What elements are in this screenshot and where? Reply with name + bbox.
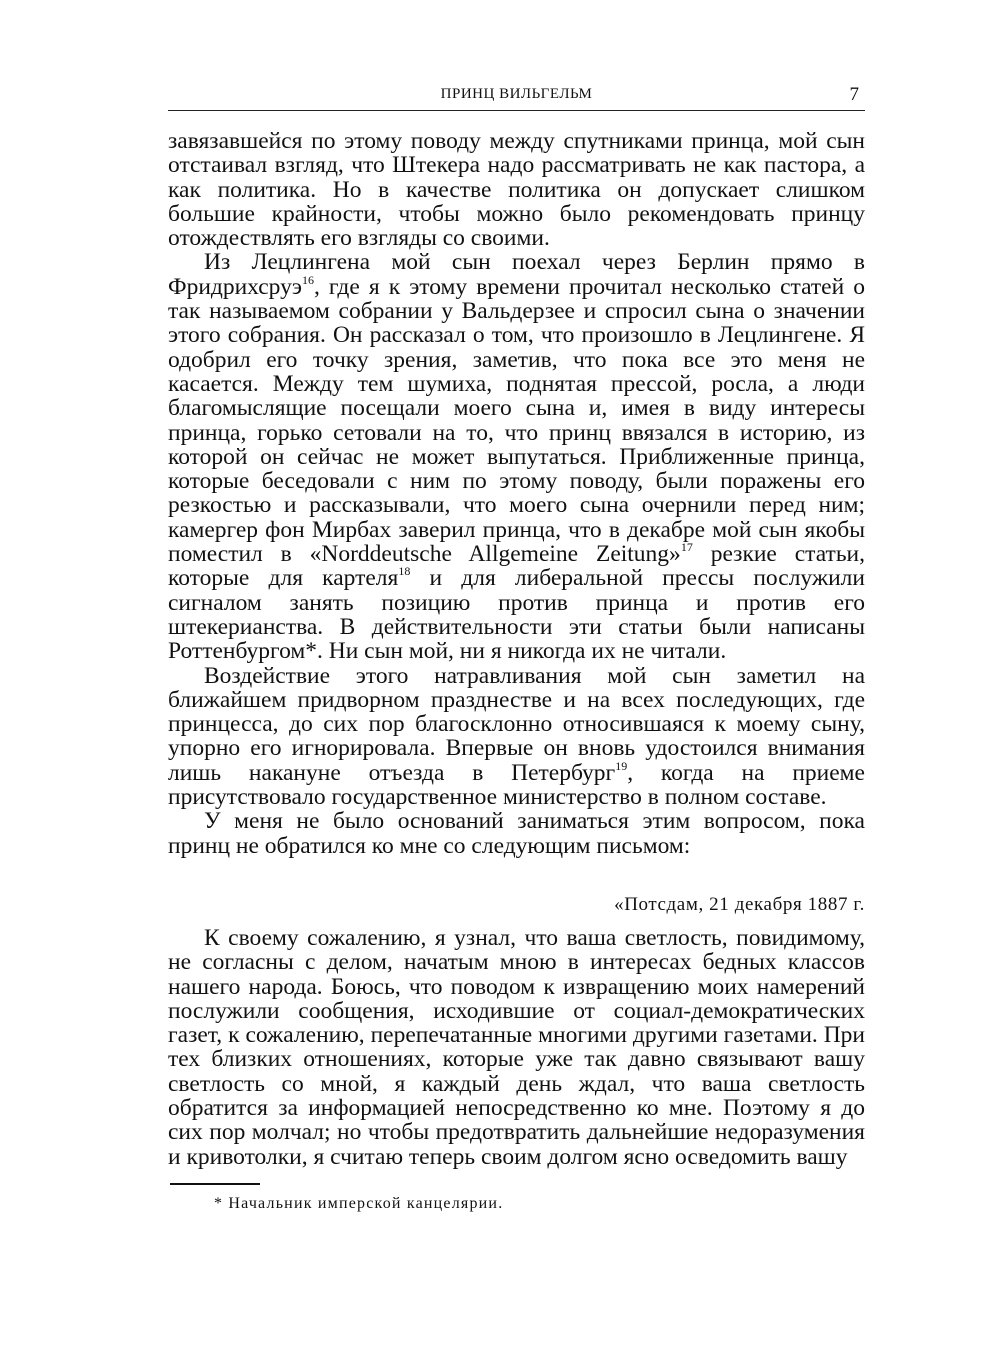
paragraph-3 [168,664,865,810]
book-page [168,82,865,1213]
footnote: * Начальник имперской канцелярии. [214,1194,504,1212]
paragraph-5-letter: К своему сожалению, я узнал, что ваша светлость, повидимому, не согласны с делом, начатым мною в интересах бедных классов нашего народа. Боюсь, что поводом к извращению моих намерений послужили сообщения, исходившие от социал-демократических газет, к сожалению, перепечатанные многими другими газетами. При тех близких отношениях, которые уже так давно связывают вашу светлость со мной, я каждый день ждал, что ваша светлость обратится за информацией непосредственно ко мне. Поэтому я до сих пор молчал; но чтобы предотвратить дальнейшие недоразумения и кривотолки, я считаю теперь своим долгом ясно осведомить вашу [168,924,865,1170]
footnote-ref-17: 17 [680,540,693,555]
paragraph-3-part-b: , когда на приеме присутствовало государственное министерство в полном составе. [168,759,865,811]
paragraph-2-part-b: , где я к этому времени прочитал несколько статей о так называемом собрании у Вальдерзее и спросил сына о значении этого собрания. Он рассказал о том, что произошло в Лецлингене. Я одобрил его точку зрения, заметив, что пока все это меня не касается. Между тем шумиха, поднятая прессой, росла, а люди благомыслящие посещали моего сына и, имея в виду интересы принца, горько сетовали на то, что принц ввязался в историю, из которой он сейчас не может выпутаться. Приближенные принца, которые беседовали с ним по этому поводу, были поражены его резкостью и рассказывали, что моего сына очернили перед ним; камергер фон Мирбах заверил принца, что в декабре мой сын якобы поместил в «Norddeutsche Allgemeine Zeitung» [168,273,865,568]
letter-dateline: «Потсдам, 21 декабря 1887 г. [614,893,865,915]
paragraph-1: завязавшейся по этому поводу между спутниками принца, мой сын отстаивал взгляд, что Штекера надо рассматривать не как пастора, а как политика. Но в качестве политика он допускает слишком большие крайности, чтобы можно было рекомендовать принцу отождествлять его взгляды со своими. [168,128,865,252]
paragraph-4: У меня не было оснований заниматься этим вопросом, пока принц не обратился ко мне со следующим письмом: [168,808,865,859]
paragraph-2-part-a: Из Лецлингена мой сын поехал через Берлин прямо в Фридрихсруэ [168,249,865,300]
footnote-rule [170,1183,260,1185]
paragraph-3-part-a: Воздействие этого натравливания мой сын заметил на ближайшем придворном празднестве и на всех последующих, где принцесса, до сих пор благосклонно относившаяся к моему сыну, упорно его игнорировала. Впервые он вновь удостоился внимания лишь накануне отъезда в Петербург [168,662,865,786]
header-rule [168,110,865,111]
paragraph-2-part-d: и для либеральной прессы послужили сигналом занять позицию против принца и против его штекерианства. В действительности эти статьи были написаны Роттенбургом*. Ни сын мой, ни я никогда их не читали. [168,565,865,665]
running-head [168,82,865,110]
paragraph-2-part-c: резкие статьи, которые для картеля [168,541,865,592]
running-title: ПРИНЦ ВИЛЬГЕЛЬМ [440,86,593,102]
page-number: 7 [849,84,859,105]
body-text [168,129,865,1169]
footnote-ref-19: 19 [615,758,628,773]
paragraph-2 [168,250,865,663]
footnote-ref-16: 16 [301,272,314,287]
footnote-ref-18: 18 [398,564,411,579]
